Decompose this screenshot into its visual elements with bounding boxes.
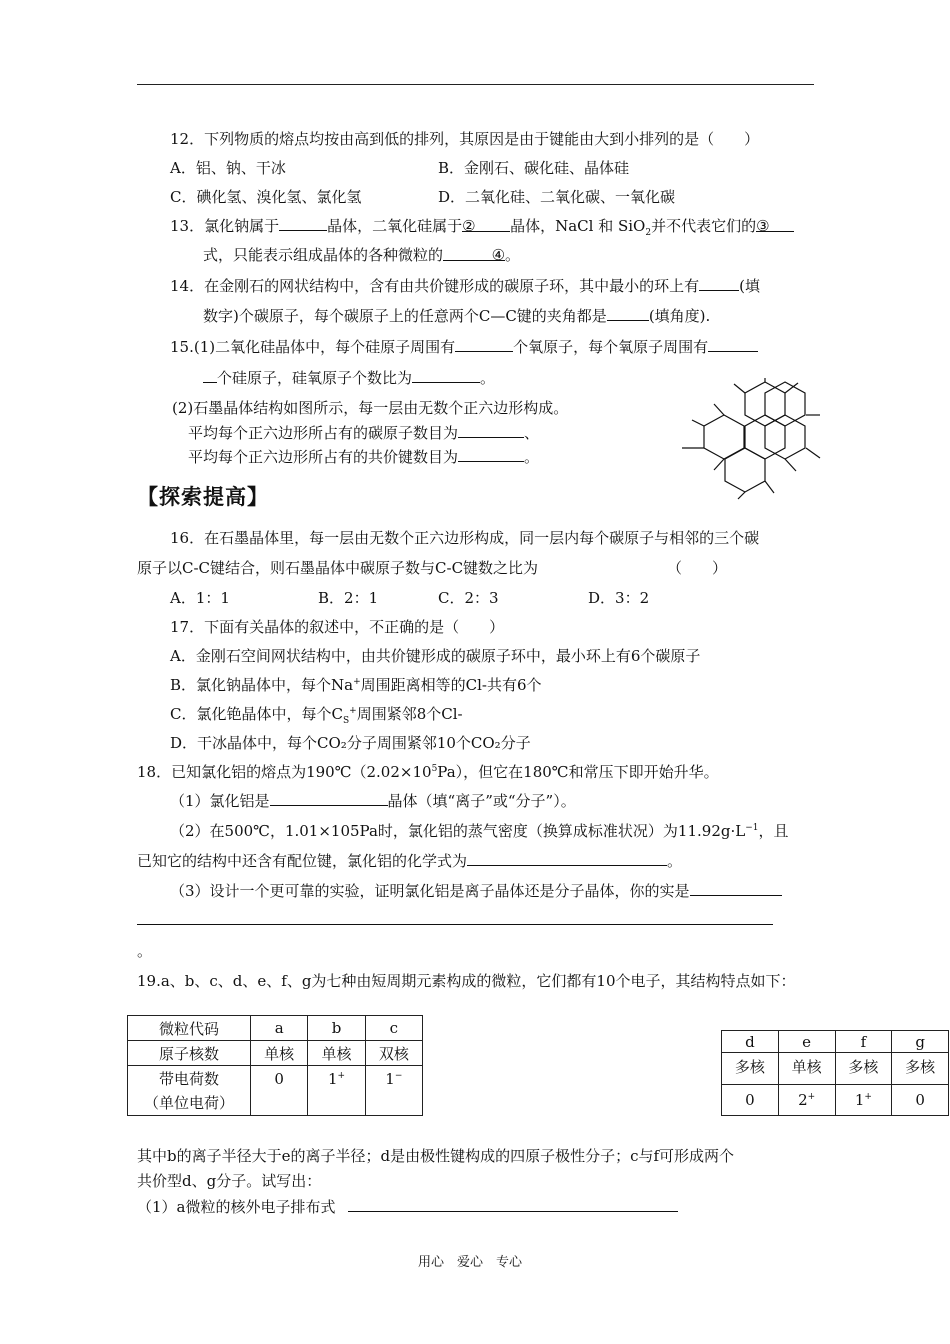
- q17-text: 周围紧邻8个Cl-: [356, 705, 463, 723]
- table-cell: 多核: [892, 1053, 949, 1085]
- superscript: −: [394, 1071, 403, 1081]
- subscript: S: [342, 716, 350, 726]
- q15-text: 个硅原子，硅氧原子个数比为: [217, 369, 413, 387]
- graphite-structure-figure: [670, 378, 830, 500]
- q18-part3: [170, 880, 782, 901]
- blank-experiment-a: [690, 881, 782, 896]
- blank-4: [443, 246, 506, 264]
- table-cell: [251, 1066, 308, 1116]
- q17-text: 周围距离相等的Cl-共有6个: [360, 676, 542, 694]
- q12-option-d: D．二氧化硅、二氧化碳、一氧化碳: [438, 188, 676, 206]
- q13-text: 晶体，二氧化硅属于: [327, 217, 463, 235]
- blank-1: [279, 216, 327, 231]
- q17-stem: 17．下面有关晶体的叙述中，不正确的是（ ）: [170, 618, 505, 636]
- table-cell: [778, 1085, 835, 1116]
- q18-part2-line2: [137, 850, 682, 871]
- q15-line1: [170, 336, 758, 357]
- q18-text: 。: [667, 852, 683, 870]
- q16-option-d: D．3：2: [588, 589, 650, 607]
- charge-value: 1: [385, 1070, 395, 1088]
- q18-text: Pa），但它在180℃和常压下即开始升华。: [437, 763, 719, 781]
- q15-text: 平均每个正六边形所占有的共价键数目为: [188, 448, 459, 466]
- q15-line3: (2)石墨晶体结构如图所示，每一层由无数个正六边形构成。: [172, 399, 569, 417]
- q17-option-d: D．干冰晶体中，每个CO₂分子周围紧邻10个CO₂分子: [170, 734, 531, 752]
- section-title: 【探索提高】: [137, 485, 269, 509]
- q12-option-b: B．金刚石、碳化硅、晶体硅: [438, 159, 630, 177]
- table-cell: 多核: [835, 1053, 892, 1085]
- table-cell: e: [778, 1031, 835, 1053]
- charge-value: 0: [274, 1070, 284, 1088]
- blank-3: [756, 217, 794, 235]
- blank-si-count-b: [203, 368, 217, 383]
- q13-text: 晶体，NaCl 和 SiO: [510, 217, 646, 235]
- q13-text: 式，只能表示组成晶体的各种微粒的: [203, 246, 444, 264]
- subscript: 2: [645, 228, 652, 238]
- table-cell: 原子核数: [128, 1041, 251, 1066]
- charge-value: 2: [798, 1091, 808, 1109]
- q15-text: 平均每个正六边形所占有的碳原子数目为: [188, 424, 459, 442]
- q19-after-line2: 共价型d、g分子。试写出：: [137, 1172, 322, 1190]
- q12-option-a: A．铝、钠、干冰: [170, 159, 286, 177]
- table-cell: [365, 1066, 422, 1116]
- q13-text: 并不代表它们的: [651, 217, 757, 235]
- header-rule: [137, 84, 814, 85]
- q18-part1: [170, 790, 576, 811]
- q15-text: 、: [524, 424, 540, 442]
- blank-marker: ③: [756, 217, 770, 235]
- q12-stem: 12．下列物质的熔点均按由高到低的排列，其原因是由于键能由大到小排列的是（ ）: [170, 130, 760, 148]
- q17-option-c: [170, 703, 463, 726]
- q15-line5: [188, 446, 539, 467]
- q14-text: 14．在金刚石的网状结构中，含有由共价键形成的碳原子环，其中最小的环上有: [170, 277, 700, 295]
- q18-text: 18．已知氯化铝的熔点为190℃（2.02×10: [137, 763, 432, 781]
- blank-atoms-per-hex: [458, 423, 524, 438]
- q15-text: 。: [524, 448, 540, 466]
- blank-ring-size: [699, 276, 739, 291]
- q16-line2: 原子以C-C键结合，则石墨晶体中碳原子数与C-C键数之比为: [137, 559, 539, 577]
- q18-text: ，且: [758, 822, 789, 840]
- superscript: +: [353, 677, 361, 687]
- table-cell: f: [835, 1031, 892, 1053]
- q15-text: 个氧原子，每个氧原子周围有: [513, 338, 709, 356]
- table-cell: b: [308, 1016, 365, 1041]
- blank-marker: ④: [491, 246, 506, 264]
- charge-value: 0: [915, 1091, 925, 1109]
- blank-crystal-type: [270, 791, 388, 806]
- row-label: （单位电荷）: [143, 1093, 234, 1112]
- q18-text: 晶体（填“离子”或“分子”）。: [387, 792, 576, 810]
- q18-text: （2）在500℃，1.01×105Pa时，氯化铝的蒸气密度（换算成标准状况）为11.92g·L: [170, 822, 746, 840]
- table-cell: a: [251, 1016, 308, 1041]
- blank-electron-config: [348, 1197, 678, 1212]
- q17-option-a: A．金刚石空间网状结构中，由共价键形成的碳原子环中，最小环上有6个碳原子: [170, 647, 701, 665]
- superscript: 5: [431, 764, 438, 774]
- table-cell: 多核: [722, 1053, 779, 1085]
- q17-text: C．氯化铯晶体中，每个C: [170, 705, 343, 723]
- q16-line1: 16．在石墨晶体里，每一层由无数个正六边形构成，同一层内每个碳原子与相邻的三个碳: [170, 529, 760, 547]
- q14-line1: [170, 275, 760, 296]
- table-cell: 微粒代码: [128, 1016, 251, 1041]
- q13-line2: [203, 244, 520, 265]
- table-cell: 双核: [365, 1041, 422, 1066]
- q18-text: （1）氯化铝是: [170, 792, 270, 810]
- q16-option-c: C．2：3: [438, 589, 499, 607]
- blank-2: [462, 217, 510, 235]
- q19-text: （1）a微粒的核外电子排布式: [137, 1198, 336, 1216]
- blank-formula: [467, 851, 667, 866]
- q19-stem: 19.a、b、c、d、e、f、g为七种由短周期元素构成的微粒，它们都有10个电子，其结构特点如下：: [137, 972, 796, 990]
- table-cell: [835, 1085, 892, 1116]
- particle-table-1: [127, 1015, 423, 1116]
- blank-bonds-per-hex: [458, 447, 524, 462]
- q18-line1: [137, 761, 719, 782]
- table-cell: [722, 1085, 779, 1116]
- table-cell: c: [365, 1016, 422, 1041]
- q16-option-b: B．2：1: [318, 589, 379, 607]
- q18-end: 。: [137, 942, 153, 960]
- q18-text: 已知它的结构中还含有配位键，氯化铝的化学式为: [137, 852, 468, 870]
- superscript: +: [807, 1092, 816, 1102]
- charge-value: 1: [854, 1091, 865, 1109]
- q17-text: B．氯化钠晶体中，每个Na: [170, 676, 354, 694]
- table-cell: [892, 1085, 949, 1116]
- superscript: +: [864, 1092, 872, 1102]
- table-cell: [128, 1066, 251, 1116]
- q15-line2: [203, 367, 495, 388]
- particle-table-2: [721, 1030, 949, 1116]
- blank-ratio: [412, 368, 480, 383]
- table-cell: 单核: [251, 1041, 308, 1066]
- blank-experiment-b: [137, 924, 773, 925]
- q15-line4: [188, 422, 539, 443]
- q14-text: 数字)个碳原子，每个碳原子上的任意两个C—C键的夹角都是: [203, 307, 607, 325]
- q19-after-line1: 其中b的离子半径大于e的离子半径；d是由极性键构成的四原子极性分子；c与f可形成两个: [137, 1147, 735, 1165]
- blank-si-count-a: [708, 337, 758, 352]
- q13-text: 。: [505, 246, 521, 264]
- q18-text: （3）设计一个更可靠的实验，证明氯化铝是离子晶体还是分子晶体，你的实是: [170, 882, 690, 900]
- table-cell: d: [722, 1031, 779, 1053]
- table-cell: 单核: [308, 1041, 365, 1066]
- q14-text: (填: [739, 277, 760, 295]
- q15-text: 。: [480, 369, 496, 387]
- charge-value: 0: [745, 1091, 755, 1109]
- q14-line2: [203, 305, 710, 326]
- q15-text: 15.(1)二氧化硅晶体中，每个硅原子周围有: [170, 338, 456, 356]
- blank-marker: ②: [462, 217, 476, 235]
- superscript: +: [337, 1071, 346, 1081]
- q18-part2-line1: [170, 820, 789, 841]
- blank-o-count: [455, 337, 513, 352]
- q13-text: 13．氯化钠属于: [170, 217, 280, 235]
- superscript: +: [349, 706, 357, 716]
- table-cell: g: [892, 1031, 949, 1053]
- q19-part1: [137, 1196, 678, 1217]
- table-cell: [308, 1066, 365, 1116]
- page-footer: 用心 爱心 专心: [418, 1255, 523, 1270]
- q14-text: (填角度).: [648, 307, 711, 325]
- superscript: −1: [745, 823, 759, 833]
- blank-angle: [607, 306, 649, 321]
- table-cell: 单核: [778, 1053, 835, 1085]
- q13-line1: [170, 215, 794, 238]
- q12-option-c: C．碘化氢、溴化氢、氯化氢: [170, 188, 362, 206]
- q16-paren: （ ）: [667, 559, 728, 577]
- q17-option-b: [170, 674, 542, 695]
- q16-option-a: A．1：1: [170, 589, 230, 607]
- row-label: 带电荷数: [158, 1069, 219, 1088]
- charge-value: 1: [327, 1070, 338, 1088]
